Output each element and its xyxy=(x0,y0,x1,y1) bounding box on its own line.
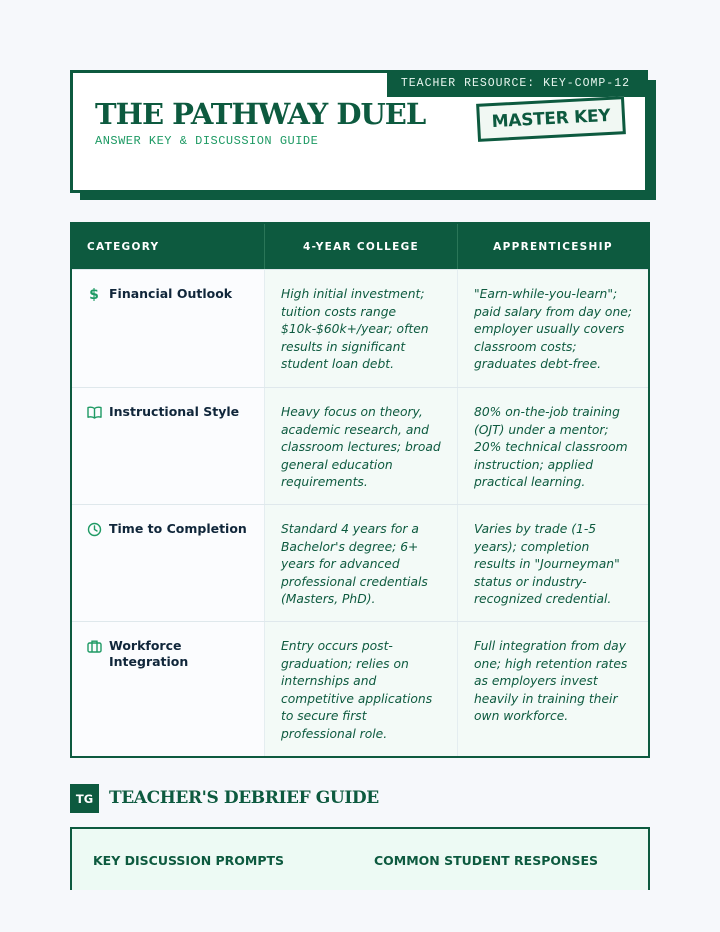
college-cell: Heavy focus on theory, academic research, and classroom lectures; broad general education requirements. xyxy=(264,388,457,504)
page-bottom-margin xyxy=(0,890,720,932)
briefcase-icon xyxy=(86,638,102,654)
debrief-badge: TG xyxy=(70,784,99,813)
category-label: Workforce Integration xyxy=(109,638,189,669)
table-row xyxy=(72,387,648,504)
page-title: THE PATHWAY DUEL xyxy=(95,97,426,131)
category-cell xyxy=(72,622,264,756)
clock-icon xyxy=(86,521,102,537)
category-label: Instructional Style xyxy=(109,404,240,419)
column-header-apprenticeship: APPRENTICESHIP xyxy=(457,224,648,269)
category-label: Time to Completion xyxy=(109,521,247,536)
college-cell: High initial investment; tuition costs range $10k-$60k+/year; often results in significant student loan debt. xyxy=(264,270,457,387)
page-subtitle: ANSWER KEY & DISCUSSION GUIDE xyxy=(95,134,319,148)
comparison-table xyxy=(70,222,650,758)
debrief-title: TEACHER'S DEBRIEF GUIDE xyxy=(109,788,379,808)
table-row xyxy=(72,621,648,756)
book-icon xyxy=(86,404,102,420)
category-label: Financial Outlook xyxy=(109,286,233,301)
column-header-college: 4-YEAR COLLEGE xyxy=(264,224,457,269)
dollar-icon xyxy=(86,286,102,302)
category-cell xyxy=(72,270,264,387)
resource-tag: TEACHER RESOURCE: KEY-COMP-12 xyxy=(387,70,648,97)
college-cell: Standard 4 years for a Bachelor's degree; 6+ years for advanced professional credentials (Masters, PhD). xyxy=(264,505,457,621)
apprenticeship-cell: 80% on-the-job training (OJT) under a mentor; 20% technical classroom instruction; applied practical learning. xyxy=(457,388,648,504)
discussion-prompts-heading: KEY DISCUSSION PROMPTS xyxy=(93,853,285,868)
svg-text:$: $ xyxy=(89,287,99,302)
table-row xyxy=(72,504,648,621)
table-header xyxy=(72,224,648,269)
table-row xyxy=(72,269,648,387)
master-key-stamp: MASTER KEY xyxy=(476,96,626,142)
apprenticeship-cell: "Earn-while-you-learn"; paid salary from day one; employer usually covers classroom costs; graduates debt-free. xyxy=(457,270,648,387)
category-cell xyxy=(72,388,264,504)
student-responses-heading: COMMON STUDENT RESPONSES xyxy=(374,853,599,868)
column-header-category: CATEGORY xyxy=(87,240,160,253)
category-cell xyxy=(72,505,264,621)
college-cell: Entry occurs post-graduation; relies on internships and competitive applications to secure first professional role. xyxy=(264,622,457,756)
apprenticeship-cell: Varies by trade (1-5 years); completion results in "Journeyman" status or industry-recognized credential. xyxy=(457,505,648,621)
header-card xyxy=(70,70,648,193)
apprenticeship-cell: Full integration from day one; high retention rates as employers invest heavily in training their own workforce. xyxy=(457,622,648,756)
